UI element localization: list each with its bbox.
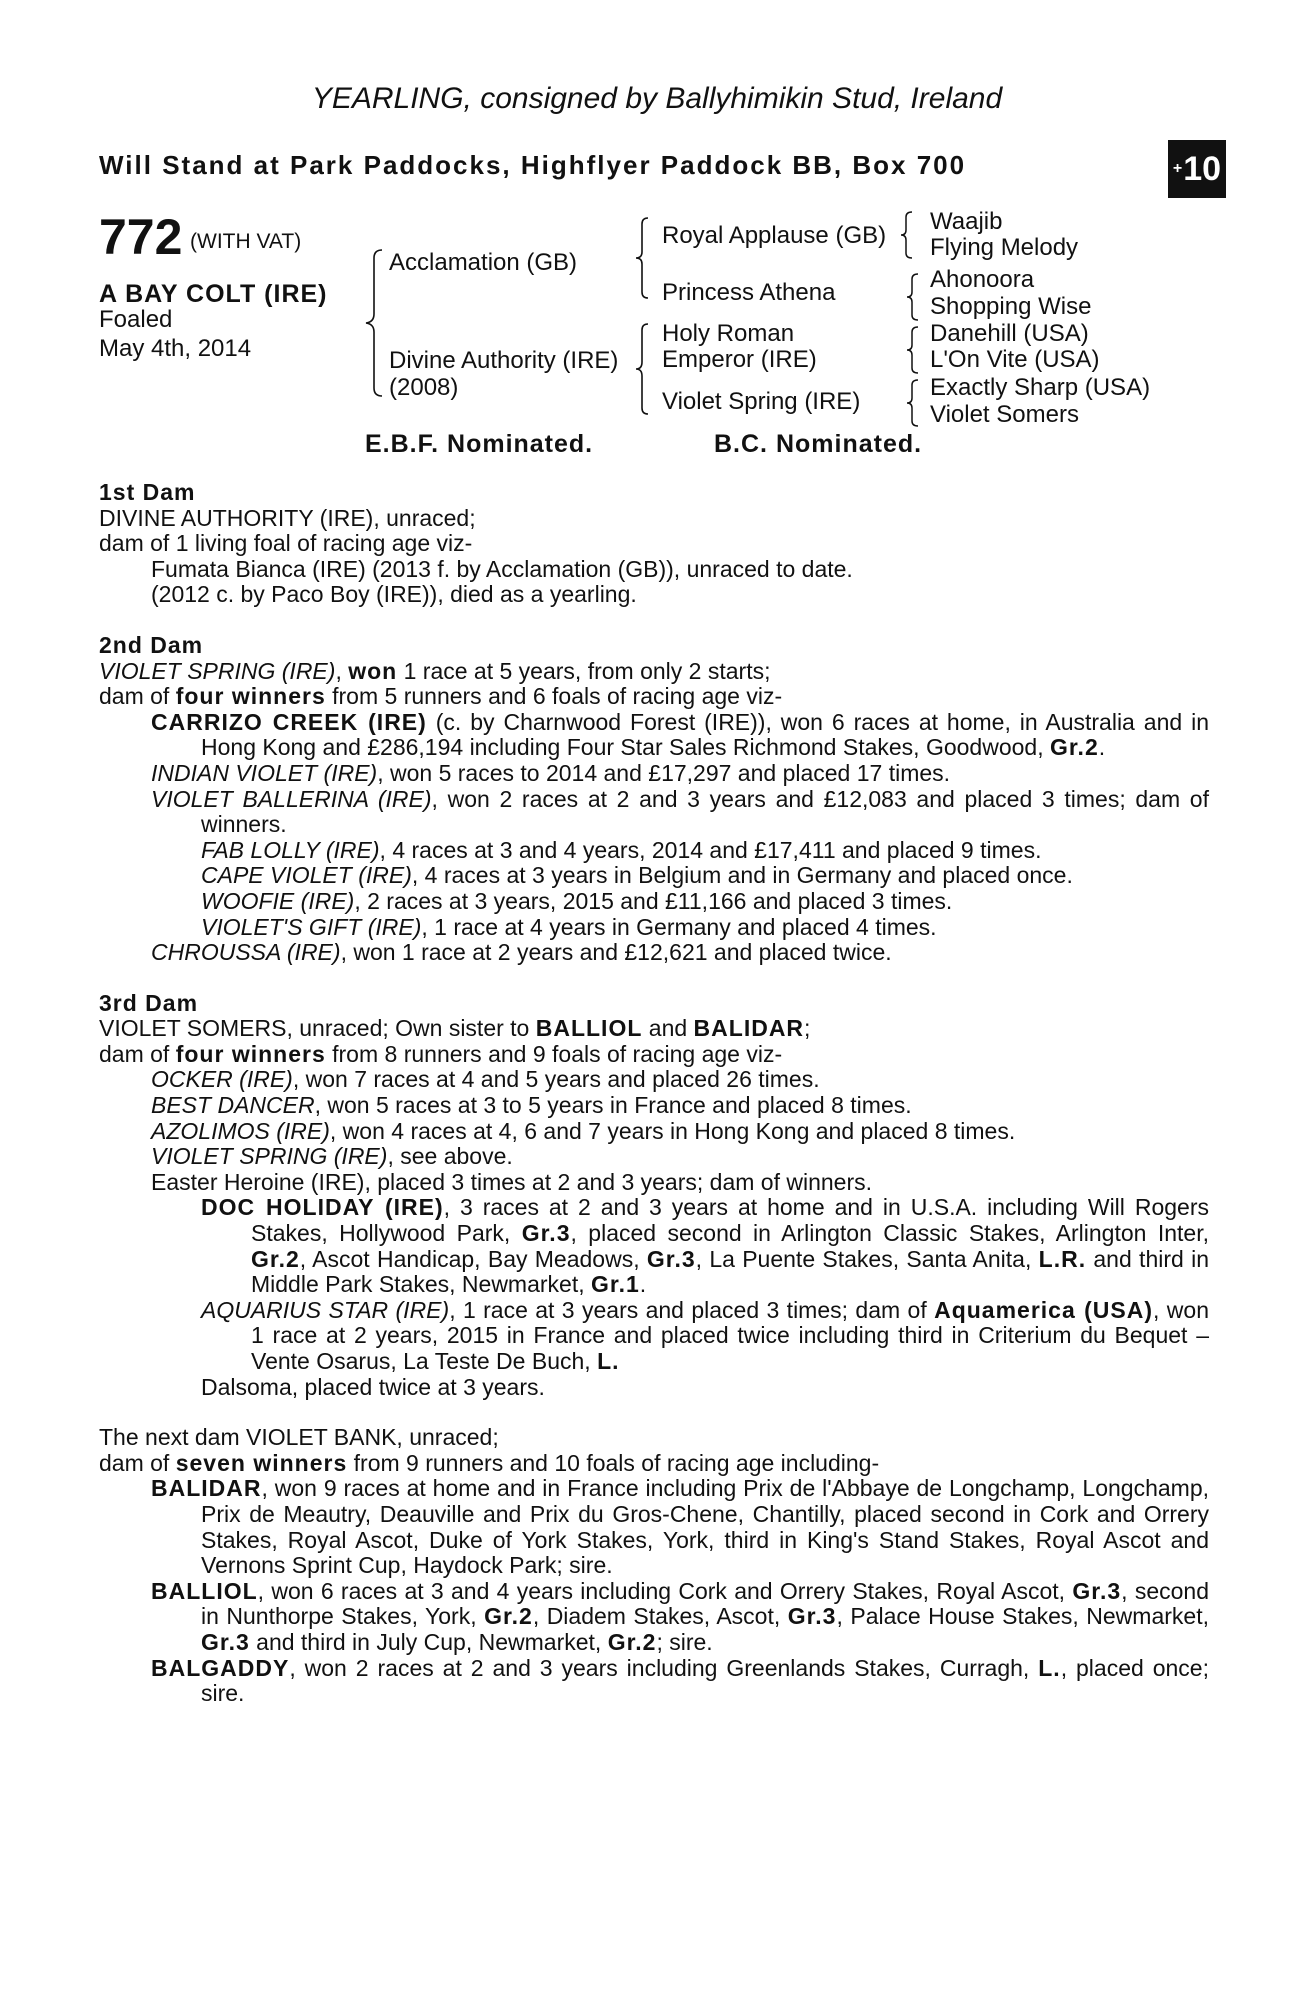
badge-plus: + [1172,160,1183,177]
vat-badge [1168,140,1226,198]
second-dam-produce: CARRIZO CREEK (IRE) (c. by Charnwood Forest (IRE)), won 6 races at home, in Australia and in Hong Kong and £286,194 including Four Star Sales Richmond Stakes, Goodwood, Gr.2. [151,708,1209,761]
next-dam-line: dam of seven winners from 9 runners and 10 foals of racing age including- [99,1449,880,1476]
pedigree-sire-sire: Royal Applause (GB) [662,222,887,249]
first-dam-line: DIVINE AUTHORITY (IRE), unraced; [99,504,476,531]
pedigree-brace-sire [632,216,652,300]
second-dam-produce: CHROUSSA (IRE), won 1 race at 2 years and £12,621 and placed twice. [151,939,892,966]
third-dam-produce: OCKER (IRE), won 7 races at 4 and 5 years and placed 26 times. [151,1066,820,1093]
pedigree-brace-dd [904,378,920,428]
ebf-nominated: E.B.F. Nominated. [365,430,594,458]
pedigree-dam-sire: Holy Roman [662,320,795,347]
third-dam-produce: BEST DANCER, won 5 races at 3 to 5 years in France and placed 8 times. [151,1092,912,1119]
first-dam-line: dam of 1 living foal of racing age viz- [99,530,473,557]
pedigree-dam-sire-cont: Emperor (IRE) [662,346,817,373]
third-dam-produce: Easter Heroine (IRE), placed 3 times at 2 and 3 years; dam of winners. [151,1168,872,1195]
foaled-date: May 4th, 2014 [99,335,252,362]
second-dam-grandproduce: CAPE VIOLET (IRE), 4 races at 3 years in Belgium and in Germany and placed once. [201,862,1073,889]
lot-number: 772 [99,209,183,265]
third-dam-grandproduce: Dalsoma, placed twice at 3 years. [201,1373,545,1400]
third-dam-line: dam of four winners from 8 runners and 9 foals of racing age viz- [99,1040,783,1067]
pedigree-sss: Waajib [930,208,1003,235]
second-dam-grandproduce: FAB LOLLY (IRE), 4 races at 3 and 4 years, 2014 and £17,411 and placed 9 times. [201,836,1042,863]
pedigree-sds: Ahonoora [930,266,1035,293]
third-dam-line: VIOLET SOMERS, unraced; Own sister to BALLIOL and BALIDAR; [99,1015,811,1042]
foaled-label: Foaled [99,306,173,333]
second-dam-heading: 2nd Dam [99,631,204,658]
next-dam-line: The next dam VIOLET BANK, unraced; [99,1424,499,1451]
second-dam-line: dam of four winners from 5 runners and 6 foals of racing age viz- [99,683,783,710]
pedigree-dsd: L'On Vite (USA) [930,346,1100,373]
pedigree-sire: Acclamation (GB) [389,249,578,276]
third-dam-produce: VIOLET SPRING (IRE), see above. [151,1143,513,1170]
second-dam-grandproduce: VIOLET'S GIFT (IRE), 1 race at 4 years in Germany and placed 4 times. [201,913,937,940]
next-dam-produce: BALGADDY, won 2 races at 2 and 3 years including Greenlands Stakes, Curragh, L., placed once; sire. [151,1654,1209,1707]
first-dam-heading: 1st Dam [99,479,196,505]
next-dam-produce: BALIDAR, won 9 races at home and in France including Prix de l'Abbaye de Longchamp, Longchamp, Prix de Meautry, Deauville and Prix du Gros-Chene, Chantilly, placed second in Cork and Orrery Stakes, Royal Ascot, Duke of York Stakes, York, third in King's Stand Stakes, Royal Ascot and Vernons Sprint Cup, Haydock Park; sire. [151,1475,1209,1579]
pedigree-dam: Divine Authority (IRE) [389,347,619,374]
badge-number: 10 [1183,149,1222,188]
foaled-info [99,305,251,363]
third-dam-grandproduce: AQUARIUS STAR (IRE), 1 race at 3 years and placed 3 times; dam of Aquamerica (USA), won 1 race at 2 years, 2015 in France and placed twice including third in Criterium du Bequet – Vente Osarus, La Teste De Buch, L. [201,1296,1209,1374]
pedigree-sire-dam: Princess Athena [662,279,836,306]
second-dam-grandproduce: WOOFIE (IRE), 2 races at 3 years, 2015 and £11,166 and placed 3 times. [201,887,953,914]
pedigree-brace-ds [904,325,920,375]
second-dam-line: VIOLET SPRING (IRE), won 1 race at 5 years, from only 2 starts; [99,657,771,684]
pedigree-brace-ss [898,210,914,260]
pedigree-brace-dam [632,322,652,416]
third-dam-produce: AZOLIMOS (IRE), won 4 races at 4, 6 and 7 years in Hong Kong and placed 8 times. [151,1117,1016,1144]
bc-nominated: B.C. Nominated. [714,430,923,458]
pedigree-sdd: Shopping Wise [930,293,1092,320]
pedigree-dss: Danehill (USA) [930,320,1089,347]
pedigree-brace-sd [904,272,920,322]
first-dam-produce: Fumata Bianca (IRE) (2013 f. by Acclamation (GB)), unraced to date. [151,555,853,582]
vat-note: (WITH VAT) [190,230,302,253]
first-dam-produce: (2012 c. by Paco Boy (IRE)), died as a yearling. [151,581,637,608]
pedigree-dam-dam: Violet Spring (IRE) [662,388,861,415]
stand-location: Will Stand at Park Paddocks, Highflyer Paddock BB, Box 700 [99,150,967,180]
second-dam-produce: VIOLET BALLERINA (IRE), won 2 races at 2 and 3 years and £12,083 and placed 3 times; dam of winners. [151,785,1209,838]
pedigree-ssd: Flying Melody [930,234,1079,261]
pedigree-brace-main [362,248,386,398]
third-dam-grandproduce: DOC HOLIDAY (IRE), 3 races at 2 and 3 years at home and in U.S.A. including Will Rogers Stakes, Hollywood Park, Gr.3, placed second in Arlington Classic Stakes, Arlington Inter, Gr.2, Ascot Handicap, Bay Meadows, Gr.3, La Puente Stakes, Santa Anita, L.R. and third in Middle Park Stakes, Newmarket, Gr.1. [201,1194,1209,1298]
next-dam-produce: BALLIOL, won 6 races at 3 and 4 years including Cork and Orrery Stakes, Royal Ascot, Gr.3, second in Nunthorpe Stakes, York, Gr.2, Diadem Stakes, Ascot, Gr.3, Palace House Stakes, Newmarket, Gr.3 and third in July Cup, Newmarket, Gr.2; sire. [151,1577,1209,1655]
catalogue-body [99,480,1209,1707]
pedigree-dam-year: (2008) [389,374,459,401]
third-dam-heading: 3rd Dam [99,989,199,1016]
second-dam-produce: INDIAN VIOLET (IRE), won 5 races to 2014 and £17,297 and placed 17 times. [151,759,951,786]
lot-description: A BAY COLT (IRE) [99,280,328,308]
consignment-heading: YEARLING, consigned by Ballyhimikin Stud, Ireland [311,82,1003,115]
pedigree-dds: Exactly Sharp (USA) [930,374,1151,401]
pedigree-ddd: Violet Somers [930,401,1079,428]
